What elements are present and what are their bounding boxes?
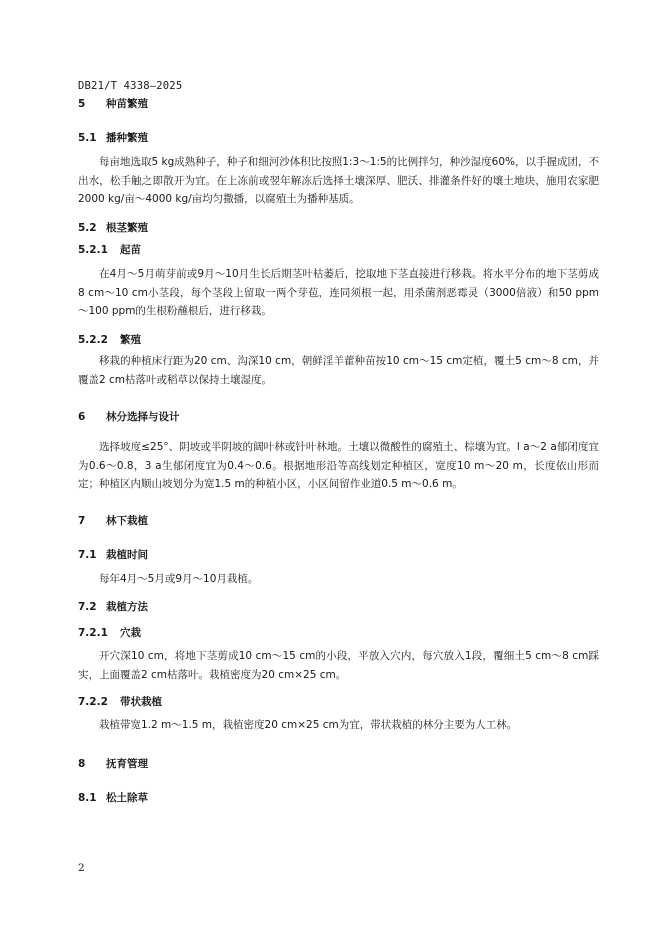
heading-title: 根茎繁殖 (106, 222, 148, 234)
heading-number: 7.2.2 (78, 696, 108, 708)
heading-title: 栽植时间 (106, 549, 148, 561)
heading-5-2-2 (78, 332, 141, 347)
heading-5-2-1 (78, 242, 141, 257)
page-number: 2 (78, 862, 85, 874)
heading-title: 林下栽植 (106, 515, 148, 527)
heading-title: 带状栽植 (120, 696, 162, 708)
heading-5-2 (78, 220, 148, 235)
paragraph-6: 选择坡度≤25°、阴坡或半阴坡的阔叶林或针叶林地。土壤以微酸性的腐殖土、棕壤为宜。l a～2 a郁闭度宜为0.6～0.8，3 a生郁闭度宜为0.4～0.6。根据地形沿等高线划定种植区，宽度10 m～20 m，长度依山形而定；种植区内顺山坡划分为宽1.5 m的种植小区，小区间留作业道0.5 m～0.6 m。 (78, 441, 599, 490)
heading-number: 5.2.1 (78, 244, 108, 256)
standard-code: DB21/T 4338—2025 (78, 80, 183, 92)
heading-number: 5 (78, 98, 86, 110)
heading-title: 抚育管理 (106, 758, 148, 770)
paragraph-7-2-2: 栽植带宽1.2 m～1.5 m，栽植密度20 cm×25 cm为宜，带状栽植的林分主要为人工林。 (99, 719, 518, 731)
heading-title: 林分选择与设计 (106, 411, 180, 423)
paragraph-5-2-1: 在4月～5月萌芽前或9月～10月生长后期茎叶枯萎后，挖取地下茎直接进行移栽。将水平分布的地下茎剪成8 cm～10 cm小茎段，每个茎段上留取一两个芽苞，连同须根一起，用杀菌剂恶霉灵（3000倍液）和50 ppm～100 ppm的生根粉蘸根后，进行移栽。 (78, 268, 599, 317)
heading-title: 起苗 (120, 244, 141, 256)
heading-number: 7.2.1 (78, 627, 108, 639)
heading-title: 繁殖 (120, 334, 141, 346)
heading-number: 7.1 (78, 549, 97, 561)
heading-title: 穴栽 (120, 627, 141, 639)
heading-5-1 (78, 130, 148, 145)
paragraph-5-1: 每亩地选取5 kg成熟种子，种子和细河沙体积比按照1:3～1:5的比例拌匀，种沙湿度60%，以手握成团，不出水，松手触之即散开为宜。在上冻前或翌年解冻后选择土壤深厚、肥沃、排灌条件好的壤土地块，施用农家肥2000 kg/亩～4000 kg/亩均匀撒播，以腐殖土为播种基质。 (78, 156, 599, 205)
heading-number: 5.2.2 (78, 334, 108, 346)
heading-7-2-2 (78, 694, 162, 709)
heading-number: 5.2 (78, 222, 97, 234)
paragraph-7-2-1: 开穴深10 cm，将地下茎剪成10 cm～15 cm的小段，平放入穴内，每穴放入1段，覆细土5 cm～8 cm踩实，上面覆盖2 cm枯落叶。栽植密度为20 cm×25 cm。 (78, 650, 599, 681)
heading-7-2 (78, 599, 148, 614)
heading-title: 松土除草 (106, 792, 148, 804)
heading-7 (78, 513, 148, 528)
heading-number: 7.2 (78, 601, 97, 613)
heading-8-1 (78, 790, 148, 805)
paragraph-5-2-2: 移栽的种植床行距为20 cm、沟深10 cm，朝鲜淫羊藿种苗按10 cm～15 cm定植，覆土5 cm～8 cm，并覆盖2 cm枯落叶或稻草以保持土壤湿度。 (78, 355, 599, 386)
heading-number: 6 (78, 411, 86, 423)
heading-number: 8.1 (78, 792, 97, 804)
heading-number: 8 (78, 758, 86, 770)
heading-number: 5.1 (78, 132, 97, 144)
heading-title: 种苗繁殖 (106, 98, 148, 110)
heading-number: 7 (78, 515, 86, 527)
heading-6 (78, 409, 180, 424)
paragraph-7-1: 每年4月～5月或9月～10月栽植。 (99, 573, 259, 585)
heading-7-2-1 (78, 625, 141, 640)
heading-5 (78, 96, 148, 111)
heading-8 (78, 756, 148, 771)
heading-title: 播种繁殖 (106, 132, 148, 144)
heading-title: 栽植方法 (106, 601, 148, 613)
heading-7-1 (78, 547, 148, 562)
